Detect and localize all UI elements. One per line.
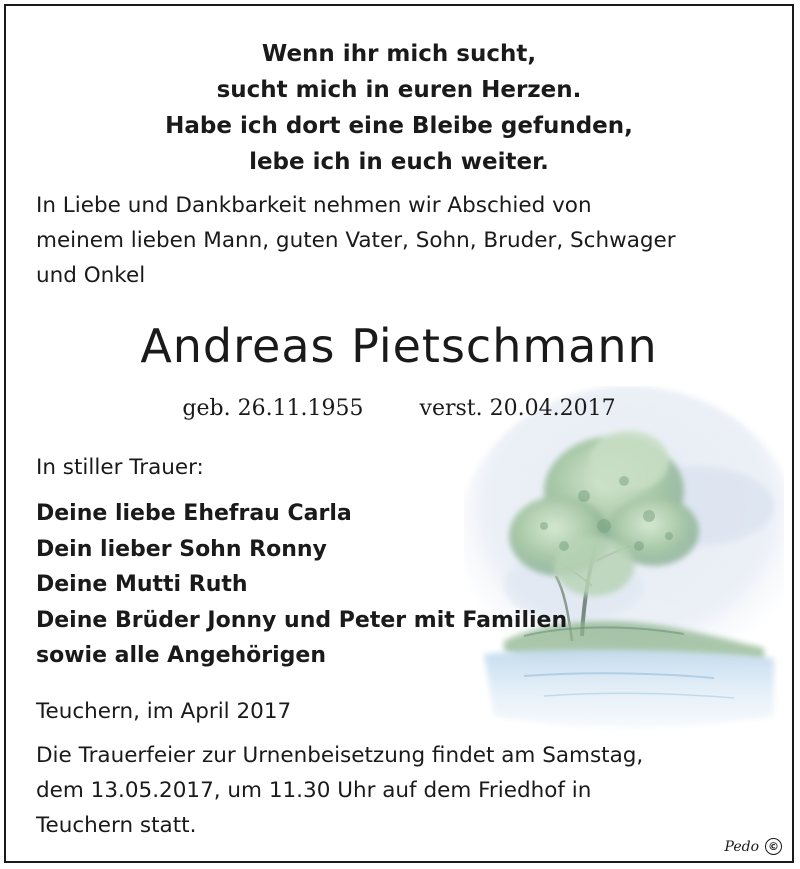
farewell-intro (36, 188, 776, 293)
deceased-name: Andreas Pietschmann (140, 319, 658, 373)
mourner-line: Dein lieber Sohn Ronny (36, 536, 327, 562)
obituary-frame (4, 4, 794, 863)
mourner-line: sowie alle Angehörigen (36, 643, 327, 668)
intro-line: und Onkel (36, 263, 146, 288)
verse-line: lebe ich in euch weiter. (249, 149, 549, 175)
ceremony-line: dem 13.05.2017, um 11.30 Uhr auf dem Friedhof in (36, 778, 592, 803)
mourner-line: Deine Mutti Ruth (36, 572, 248, 597)
mourners-label: In stiller Trauer: (36, 455, 204, 480)
intro-line: meinem lieben Mann, guten Vater, Sohn, Bruder, Schwager (36, 228, 676, 253)
intro-line: In Liebe und Dankbarkeit nehmen wir Abschied von (36, 193, 592, 218)
copyright-icon: © (765, 838, 782, 855)
ceremony-line: Teuchern statt. (36, 813, 197, 838)
mourners-list (36, 496, 567, 674)
mourner-line: Deine liebe Ehefrau Carla (36, 501, 352, 526)
verse-line: sucht mich in euren Herzen. (216, 77, 582, 103)
birth-date: geb. 26.11.1955 (182, 396, 364, 421)
place-date: Teuchern, im April 2017 (36, 699, 292, 724)
mourner-line: Deine Brüder Jonny und Peter mit Familien (36, 607, 568, 633)
verse-line: Habe ich dort eine Bleibe gefunden, (165, 113, 633, 139)
verse (6, 36, 792, 180)
life-dates (6, 394, 792, 424)
ceremony-notice (36, 738, 768, 843)
publisher-signature (725, 838, 782, 855)
verse-line: Wenn ihr mich sucht, (261, 41, 537, 67)
death-date: verst. 20.04.2017 (419, 396, 616, 421)
signature-text: Pedo (724, 838, 759, 855)
ceremony-line: Die Trauerfeier zur Urnenbeisetzung findet am Samstag, (36, 743, 644, 768)
